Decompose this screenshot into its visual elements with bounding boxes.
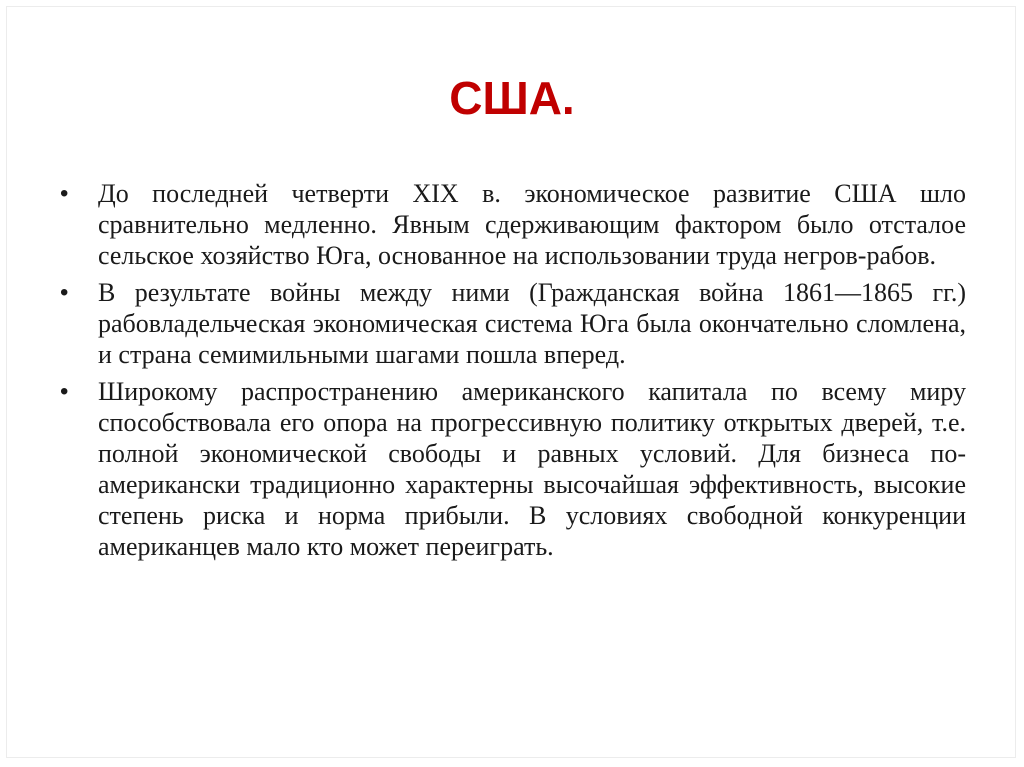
bullet-item (58, 178, 966, 271)
bullet-text: Широкому распространению американского капитала по всему миру способствовала его опора на прогрессивную политику открытых дверей, т.е. полной экономической свободы и равных условий. Для бизнеса по-американски традиционно характерны высочайшая эффективность, высокие степень риска и норма прибыли. В условиях свободной конкуренции американцев мало кто может переиграть. (98, 377, 966, 561)
bullet-dot-icon: • (60, 279, 69, 306)
bullet-item (58, 376, 966, 562)
bullet-dot-icon: • (60, 378, 69, 405)
bullet-dot-icon: • (60, 180, 69, 207)
slide-title: США. (449, 72, 575, 124)
bullet-text: В результате войны между ними (Гражданская война 1861—1865 гг.) рабовладельческая экономическая система Юга была окончательно сломлена, и страна семимильными шагами пошла вперед. (98, 278, 966, 369)
bullet-text: До последней четверти XIX в. экономическое развитие США шло сравнительно медленно. Явным сдерживающим фактором было отсталое сельское хозяйство Юга, основанное на использовании труда негров-рабов. (98, 179, 966, 270)
bullet-item (58, 277, 966, 370)
bullet-list (58, 178, 966, 568)
